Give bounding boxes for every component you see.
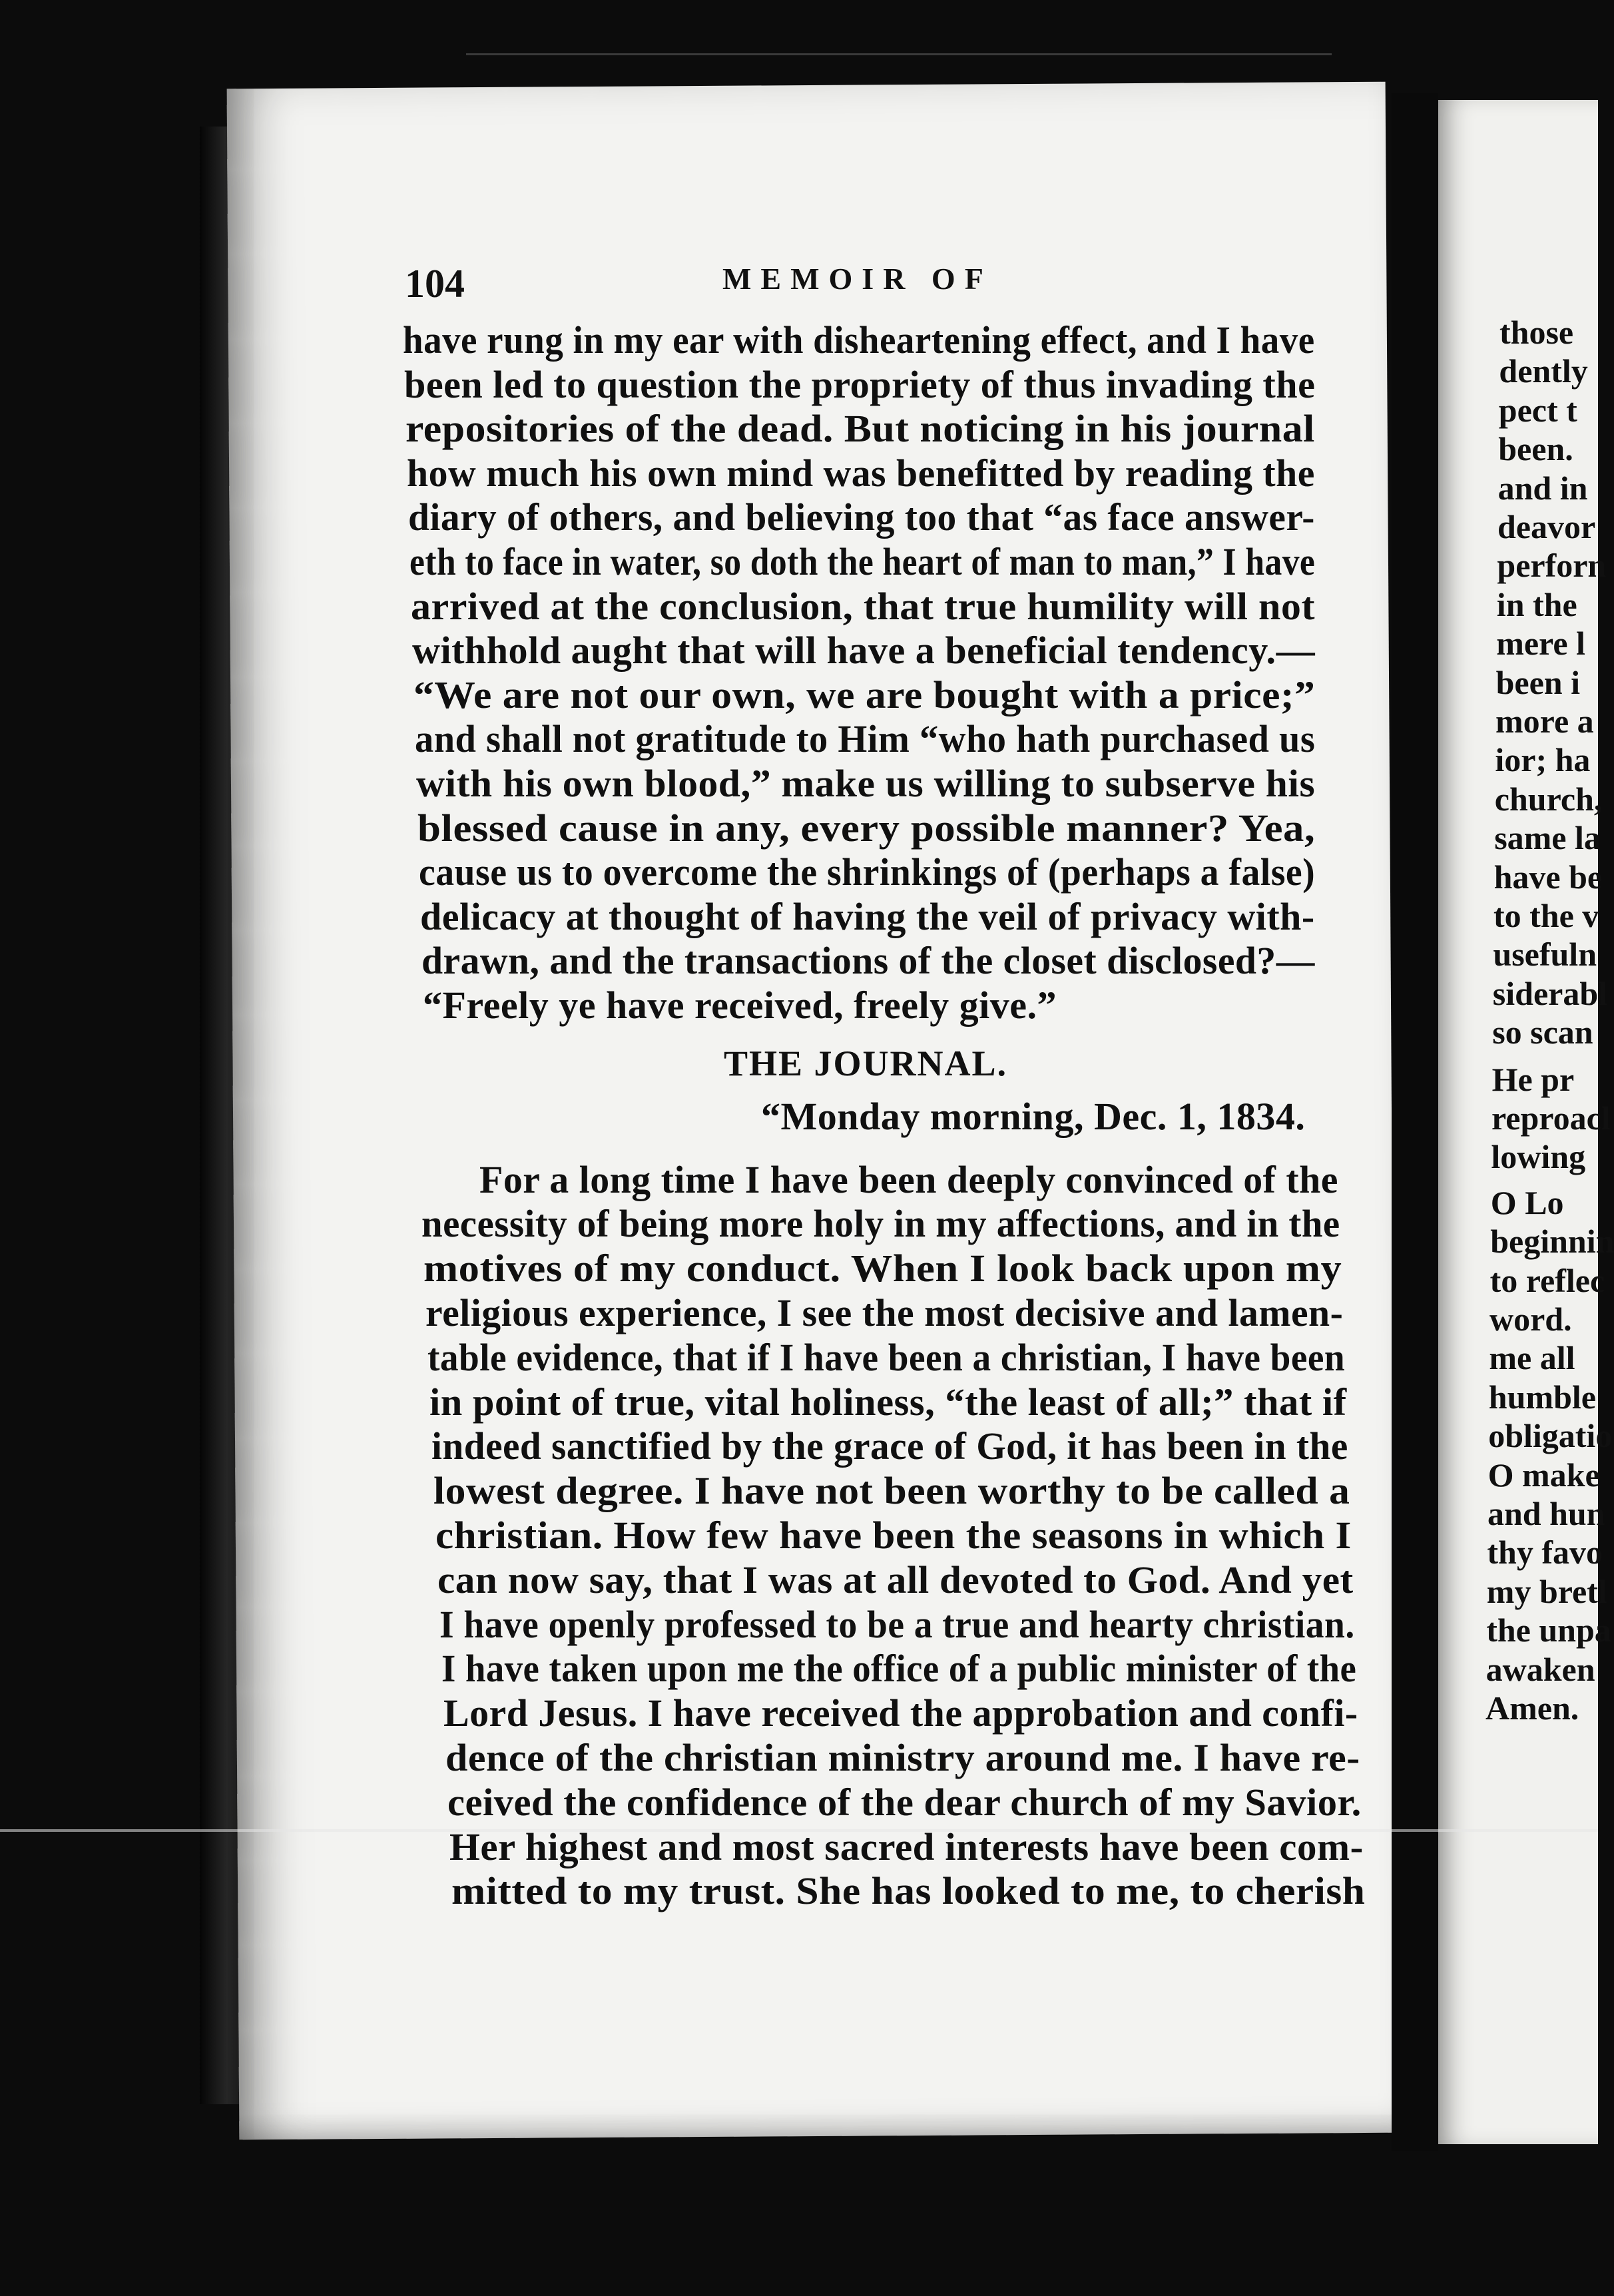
right-page-fragment: deavor <box>1497 508 1596 545</box>
right-page-fragment: siderabl <box>1492 974 1608 1012</box>
right-page-fragment: and in <box>1497 469 1588 507</box>
right-page-fragment: humble <box>1488 1378 1596 1416</box>
body-text-line: I have taken upon me the office of a public minister of the <box>441 1647 1357 1691</box>
body-text-line: in point of true, vital holiness, “the least of all;” that if <box>429 1380 1347 1424</box>
scan-artifact <box>466 53 1332 55</box>
running-head: MEMOIR OF <box>722 262 993 296</box>
body-text-line: have rung in my ear with disheartening effect, and I have <box>403 318 1315 362</box>
right-page-fragment: mere l <box>1496 625 1585 663</box>
right-page-fragment: word. <box>1489 1300 1572 1338</box>
body-text-line: Lord Jesus. I have received the approbation and confi- <box>443 1691 1358 1735</box>
body-text-line: religious experience, I see the most decisive and lamen- <box>425 1291 1344 1334</box>
body-text-line: mitted to my trust. She has looked to me, to cherish <box>451 1869 1366 1913</box>
right-page-fragment: lowing <box>1491 1138 1586 1176</box>
right-page-fragment: pect t <box>1498 391 1577 429</box>
right-page-fragment: the unpa <box>1486 1611 1611 1649</box>
right-page-fragment: been. <box>1498 430 1573 468</box>
right-page-fragment: so scan <box>1492 1013 1593 1051</box>
right-page-fragment: my bretl <box>1486 1572 1607 1610</box>
right-page-fragment: me all <box>1489 1339 1575 1377</box>
body-text-line: I have openly professed to be a true and hearty christian. <box>439 1602 1355 1646</box>
section-heading: THE JOURNAL. <box>724 1043 1008 1083</box>
body-text-line: “Freely ye have received, freely give.” <box>423 984 1057 1027</box>
right-page-fragment: obligatio <box>1488 1417 1613 1455</box>
body-text-line: drawn, and the transactions of the closet disclosed?— <box>421 939 1315 983</box>
body-text-line: been led to question the propriety of thus invading the <box>404 362 1316 406</box>
body-text-line: table evidence, that if I have been a christian, I have been <box>427 1335 1346 1379</box>
right-page-fragment: in the <box>1496 585 1577 623</box>
right-page-fragment: been i <box>1495 663 1580 701</box>
body-text-line: arrived at the conclusion, that true humility will not <box>411 584 1316 628</box>
right-page-fragment: and hun <box>1487 1495 1605 1532</box>
body-text-line: ceived the confidence of the dear church of my Savior. <box>447 1780 1362 1824</box>
right-page-fragment: He pr <box>1491 1060 1575 1098</box>
body-text-line: necessity of being more holy in my affections, and in the <box>421 1202 1340 1246</box>
right-page-fragment: O Lo <box>1490 1183 1564 1221</box>
right-page-fragment: usefuln <box>1493 936 1597 974</box>
body-text-line: with his own blood,” make us willing to subserve his <box>416 762 1316 805</box>
right-page-fragment: awaken <box>1485 1650 1595 1688</box>
right-page-fragment: beginnin <box>1490 1223 1614 1261</box>
body-text-line: christian. How few have been the seasons in which I <box>435 1514 1352 1557</box>
right-page-fragment: thy favo <box>1487 1534 1603 1572</box>
right-page-fragment: to reflec <box>1489 1261 1605 1299</box>
body-text-line: Her highest and most sacred interests have been com- <box>449 1825 1364 1868</box>
right-page-fragment: dently <box>1499 352 1588 390</box>
right-page-fragment: ior; ha <box>1495 741 1591 779</box>
body-text-line: cause us to overcome the shrinkings of (perhaps a false) <box>419 850 1316 894</box>
body-text-line: indeed sanctified by the grace of God, it has been in the <box>431 1424 1348 1468</box>
body-text-line: delicacy at thought of having the veil of privacy with- <box>420 894 1315 938</box>
right-page-fragment: more a <box>1495 703 1594 740</box>
body-text-line: diary of others, and believing too that “as face answer- <box>408 495 1315 539</box>
body-text-line: “We are not our own, we are bought with a price;” <box>413 673 1316 717</box>
page-gutter <box>1392 93 1438 2151</box>
body-text-line: eth to face in water, so doth the heart of man to man,” I have <box>409 540 1316 583</box>
right-page-fragment: O make <box>1487 1456 1600 1494</box>
right-page-fragment: to the v <box>1493 897 1599 934</box>
journal-dateline: “Monday morning, Dec. 1, 1834. <box>761 1094 1306 1138</box>
body-text-line: motives of my conduct. When I look back upon my <box>423 1247 1342 1291</box>
body-text-line: withhold aught that will have a beneficial tendency.— <box>412 629 1316 673</box>
right-page-fragment: church, <box>1494 780 1603 818</box>
right-page-fragment: same la <box>1494 819 1601 857</box>
body-text-line: repositories of the dead. But noticing in his journal <box>405 407 1315 451</box>
body-text-line: For a long time I have been deeply convinced of the <box>479 1157 1338 1201</box>
right-page-fragment: perforn <box>1497 547 1607 585</box>
right-page-fragment: have be <box>1493 858 1603 896</box>
body-text-line: blessed cause in any, every possible manner? Yea, <box>417 806 1316 850</box>
body-text-line: can now say, that I was at all devoted to God. And yet <box>437 1558 1354 1601</box>
right-page-fragment: Amen. <box>1485 1689 1579 1727</box>
body-text-line: dence of the christian ministry around me. I have re- <box>445 1736 1360 1779</box>
right-page-fragment: those <box>1499 314 1574 351</box>
page-number: 104 <box>405 262 465 306</box>
body-text-line: and shall not gratitude to Him “who hath purchased us <box>415 717 1316 761</box>
right-page-fragment: reproacl <box>1491 1099 1611 1137</box>
body-text-line: how much his own mind was benefitted by reading the <box>407 451 1315 495</box>
body-text-line: lowest degree. I have not been worthy to be called a <box>433 1469 1350 1513</box>
